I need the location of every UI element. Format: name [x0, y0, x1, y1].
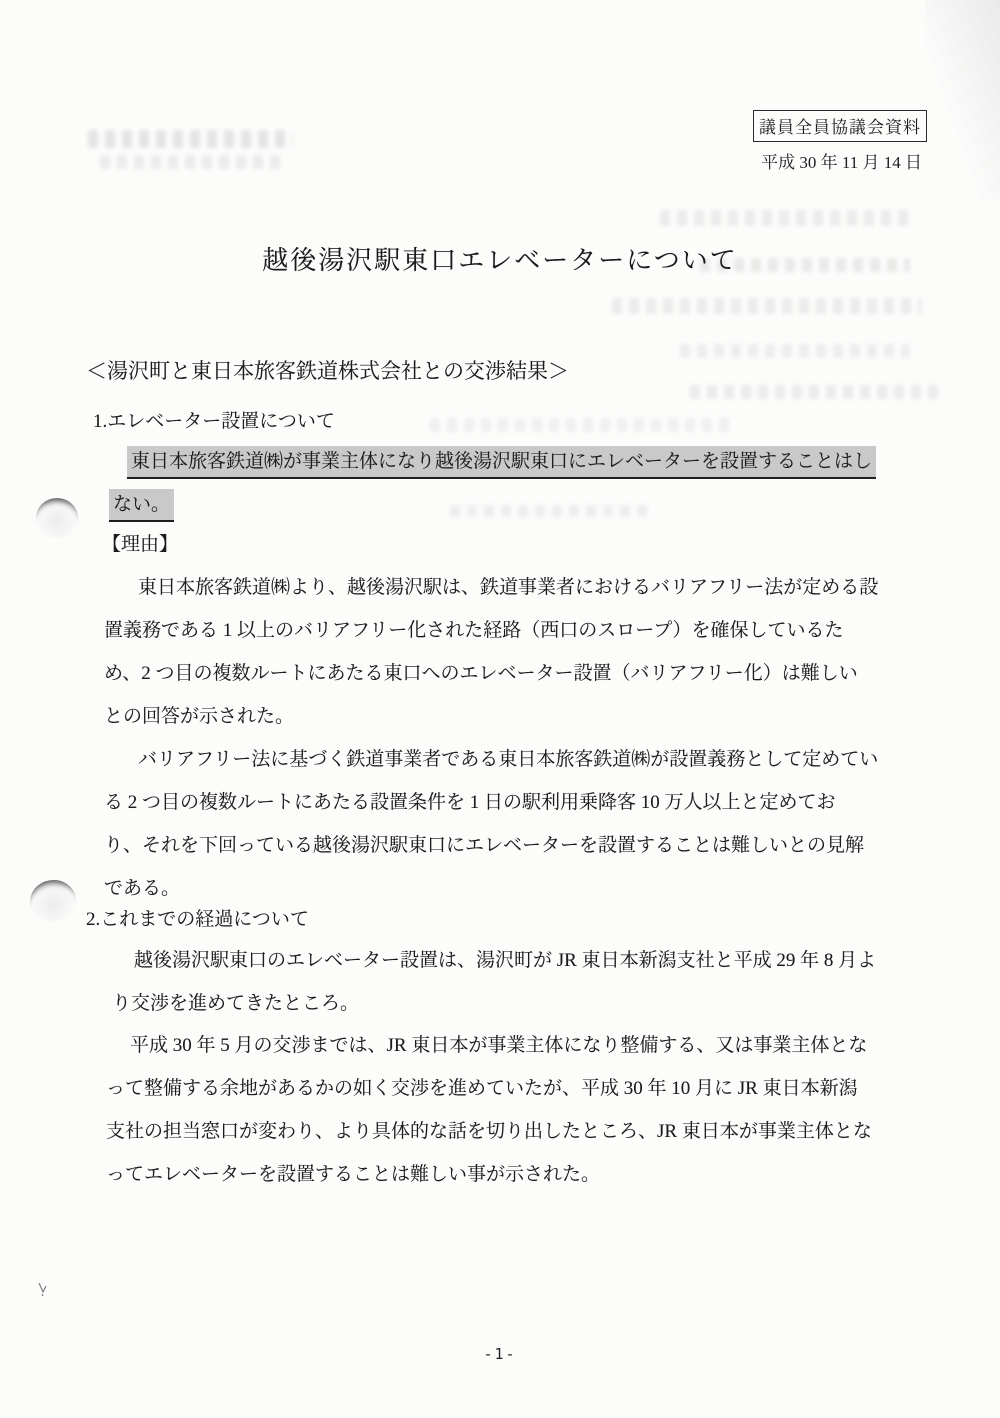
bleedthrough-artifact	[450, 505, 650, 517]
body-line: 置義務である 1 以上のバリアフリー化された経路（西口のスロープ）を確保しているた	[104, 620, 844, 641]
body-line: 越後湯沢駅東口のエレベーター設置は、湯沢町が JR 東日本新潟支社と平成 29 年 8 月よ	[134, 950, 877, 971]
highlight-mark: ない。	[109, 489, 174, 522]
punch-hole-shadow	[36, 498, 78, 538]
body-line: 東日本旅客鉄道㈱より、越後湯沢駅は、鉄道事業者におけるバリアフリー法が定める設	[138, 577, 879, 598]
negotiation-result-heading: ＜湯沢町と東日本旅客鉄道株式会社との交渉結果＞	[86, 359, 569, 383]
bleedthrough-artifact	[660, 210, 910, 226]
reason-label: 【理由】	[102, 534, 179, 555]
bleedthrough-artifact	[690, 385, 940, 399]
body-line: 平成 30 年 5 月の交渉までは、JR 東日本が事業主体になり整備する、又は事業主体とな	[130, 1035, 868, 1056]
section1-heading: 1.エレベーター設置について	[93, 411, 335, 432]
bleedthrough-artifact	[100, 155, 285, 169]
body-line: り交渉を進めてきたところ。	[112, 993, 360, 1014]
highlighted-statement-line1	[127, 446, 876, 479]
body-line: である。	[104, 878, 181, 899]
body-line: め、2 つ目の複数ルートにあたる東口へのエレベーター設置（バリアフリー化）は難しい	[104, 663, 858, 684]
page-number: -1-	[483, 1345, 517, 1363]
bleedthrough-artifact	[680, 344, 910, 358]
pen-mark-artifact	[36, 1280, 50, 1298]
body-line: との回答が示された。	[104, 706, 295, 727]
punch-hole-shadow	[27, 877, 78, 925]
highlight-mark: 東日本旅客鉄道㈱が事業主体になり越後湯沢駅東口にエレベーターを設置することはし	[127, 446, 876, 479]
meeting-material-label: 議員全員協議会資料	[753, 110, 927, 142]
bleedthrough-artifact	[88, 130, 293, 148]
body-line: って整備する余地があるかの如く交渉を進めていたが、平成 30 年 10 月に JR 東日本新潟	[106, 1078, 858, 1099]
scan-corner-shade	[925, 0, 1000, 200]
document-date: 平成 30 年 11 月 14 日	[761, 153, 922, 172]
body-line: ってエレベーターを設置することは難しい事が示された。	[106, 1164, 601, 1185]
bleedthrough-artifact	[430, 418, 730, 432]
document-title: 越後湯沢駅東口エレベーターについて	[262, 246, 738, 275]
body-line: り、それを下回っている越後湯沢駅東口にエレベーターを設置することは難しいとの見解	[104, 835, 865, 856]
body-line: バリアフリー法に基づく鉄道事業者である東日本旅客鉄道㈱が設置義務として定めてい	[138, 749, 879, 770]
body-line: 支社の担当窓口が変わり、より具体的な話を切り出したところ、JR 東日本が事業主体とな	[106, 1121, 872, 1142]
body-line: る 2 つ目の複数ルートにあたる設置条件を 1 日の駅利用乗降客 10 万人以上と定めてお	[104, 792, 836, 813]
highlighted-statement-line2	[109, 489, 174, 522]
bleedthrough-artifact	[612, 298, 922, 314]
section2-heading: 2.これまでの経過について	[86, 909, 309, 930]
